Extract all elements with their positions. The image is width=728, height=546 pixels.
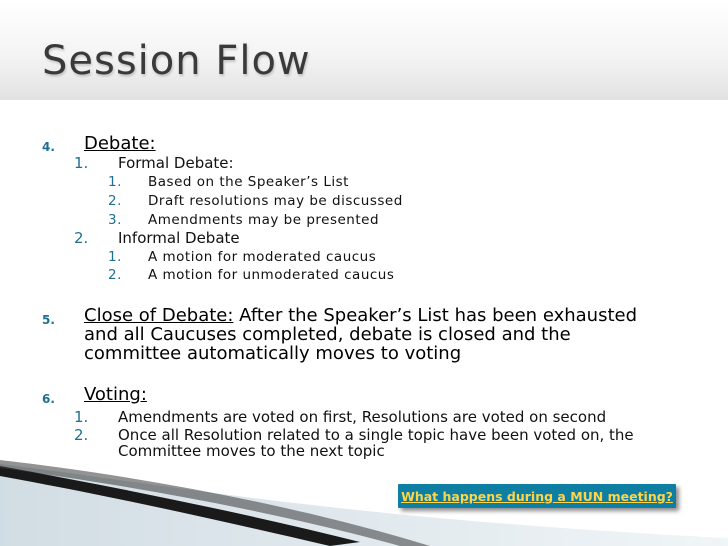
- subitem-number: 1.: [108, 249, 122, 265]
- item-text: Amendments are voted on first, Resolutions are voted on second: [118, 408, 607, 426]
- list-item: [74, 154, 234, 172]
- section-heading-text: Debate:: [84, 133, 156, 154]
- section-number: 5.: [42, 313, 55, 327]
- subitem-text: Draft resolutions may be discussed: [148, 193, 403, 209]
- item-number: 2.: [74, 426, 89, 444]
- subitem-number: 1.: [108, 174, 122, 190]
- item-number: 1.: [74, 408, 89, 426]
- subitem-number: 3.: [108, 212, 122, 228]
- slide-title: Session Flow: [42, 38, 311, 84]
- section-number: 4.: [42, 140, 55, 154]
- subitem-text: A motion for moderated caucus: [148, 249, 377, 265]
- section-heading-voting: [84, 384, 147, 405]
- section-body-line: After the Speaker’s List has been exhausted: [233, 305, 638, 326]
- list-subitem: [108, 249, 376, 265]
- section-number: 6.: [42, 392, 55, 406]
- section-heading-close-of-debate: [84, 305, 637, 326]
- list-subitem: [108, 267, 394, 283]
- section-heading-text: Close of Debate:: [84, 305, 234, 326]
- subitem-number: 2.: [108, 193, 122, 209]
- section-body-line: committee automatically moves to voting: [84, 343, 462, 364]
- list-subitem: [108, 212, 379, 228]
- item-number: 2.: [74, 229, 89, 247]
- item-text: Once all Resolution related to a single topic have been voted on, the: [118, 426, 634, 444]
- item-text: Formal Debate:: [118, 154, 234, 172]
- subitem-number: 2.: [108, 267, 122, 283]
- section-body-line: and all Caucuses completed, debate is closed and the: [84, 324, 571, 345]
- list-item: [74, 408, 606, 426]
- mun-meeting-link[interactable]: [398, 484, 676, 508]
- mun-meeting-link-text[interactable]: What happens during a MUN meeting?: [401, 488, 673, 504]
- section-heading-debate: [84, 133, 156, 154]
- subitem-text: A motion for unmoderated caucus: [148, 267, 395, 283]
- list-subitem: [108, 174, 349, 190]
- list-item: [74, 229, 240, 247]
- list-subitem: [108, 193, 403, 209]
- list-item-continuation: Committee moves to the next topic: [118, 442, 385, 460]
- subitem-text: Based on the Speaker’s List: [148, 174, 349, 190]
- item-number: 1.: [74, 154, 89, 172]
- item-text: Informal Debate: [118, 229, 240, 247]
- subitem-text: Amendments may be presented: [148, 212, 380, 228]
- section-heading-text: Voting:: [84, 384, 147, 405]
